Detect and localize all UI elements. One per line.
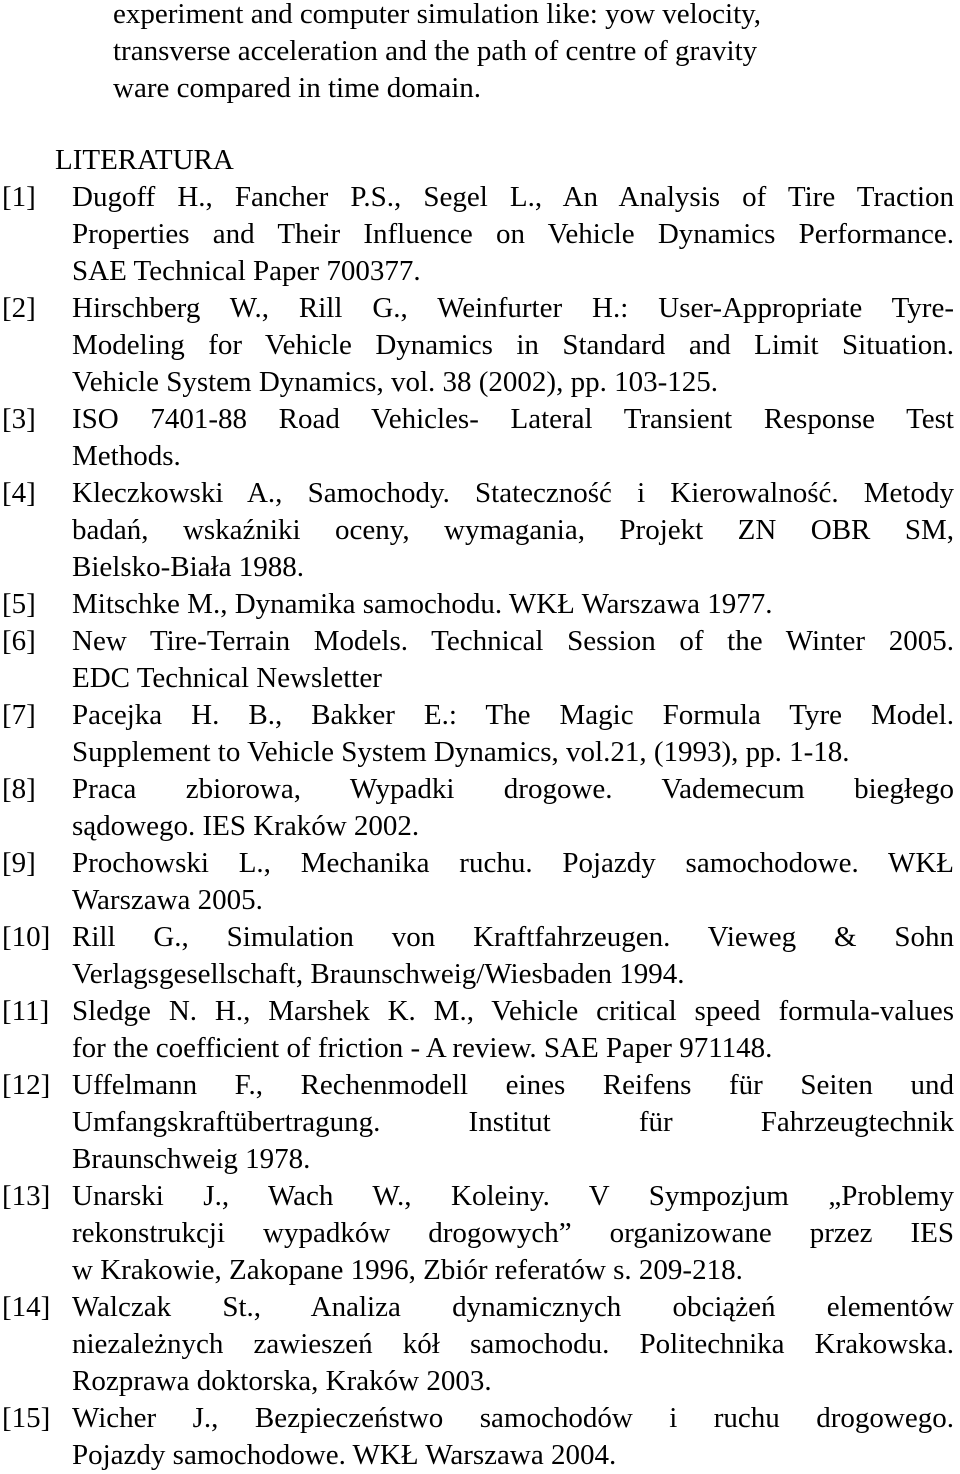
reference-text-line: Sledge N. H., Marshek K. M., Vehicle critical speed formula-values — [72, 995, 954, 1027]
reference-number: [7] — [2, 699, 36, 731]
reference-text-line: Hirschberg W., Rill G., Weinfurter H.: User-Appropriate Tyre- — [72, 292, 954, 324]
reference-text-line: Vehicle System Dynamics, vol. 38 (2002), pp. 103-125. — [72, 366, 718, 398]
intro-paragraph — [113, 0, 913, 107]
reference-text-line: Dugoff H., Fancher P.S., Segel L., An Analysis of Tire Traction — [72, 181, 954, 213]
reference-item — [0, 179, 954, 290]
reference-text-line: New Tire-Terrain Models. Technical Session of the Winter 2005. — [72, 625, 954, 657]
reference-item — [0, 919, 954, 993]
reference-item — [0, 290, 954, 401]
reference-item — [0, 845, 954, 919]
reference-text-line: Braunschweig 1978. — [72, 1143, 311, 1175]
reference-number: [11] — [2, 995, 50, 1027]
reference-item — [0, 771, 954, 845]
intro-line: ware compared in time domain. — [113, 72, 482, 104]
reference-text-line: Supplement to Vehicle System Dynamics, vol.21, (1993), pp. 1-18. — [72, 736, 850, 768]
reference-text-line: Modeling for Vehicle Dynamics in Standard and Limit Situation. — [72, 329, 954, 361]
reference-item — [0, 993, 954, 1067]
reference-text-line: for the coefficient of friction - A review. SAE Paper 971148. — [72, 1032, 773, 1064]
reference-number: [9] — [2, 847, 36, 879]
reference-number: [12] — [2, 1069, 51, 1101]
reference-number: [13] — [2, 1180, 51, 1212]
reference-text-line: Properties and Their Influence on Vehicle Dynamics Performance. — [72, 218, 954, 250]
reference-text-line: Rozprawa doktorska, Kraków 2003. — [72, 1365, 492, 1397]
reference-item — [0, 1178, 954, 1289]
reference-text-line: Pacejka H. B., Bakker E.: The Magic Formula Tyre Model. — [72, 699, 954, 731]
reference-item — [0, 623, 954, 697]
reference-number: [6] — [2, 625, 36, 657]
reference-text-line: Unarski J., Wach W., Koleiny. V Sympozjum „Problemy — [72, 1180, 954, 1212]
reference-text-line: Warszawa 2005. — [72, 884, 263, 916]
reference-text-line: EDC Technical Newsletter — [72, 662, 382, 694]
intro-line: experiment and computer simulation like: yow velocity, — [113, 0, 762, 30]
reference-text-line: ISO 7401-88 Road Vehicles- Lateral Transient Response Test — [72, 403, 954, 435]
reference-text-line: rekonstrukcji wypadków drogowych” organizowane przez IES — [72, 1217, 954, 1249]
reference-number: [15] — [2, 1402, 51, 1434]
reference-number: [5] — [2, 588, 36, 620]
reference-item — [0, 1289, 954, 1400]
section-heading: LITERATURA — [55, 144, 234, 176]
reference-text-line: Wicher J., Bezpieczeństwo samochodów i ruchu drogowego. — [72, 1402, 954, 1434]
intro-line: transverse acceleration and the path of centre of gravity — [113, 35, 758, 67]
reference-text-line: Walczak St., Analiza dynamicznych obciążeń elementów — [72, 1291, 954, 1323]
reference-text-line: Prochowski L., Mechanika ruchu. Pojazdy samochodowe. WKŁ — [72, 847, 954, 879]
reference-text-line: w Krakowie, Zakopane 1996, Zbiór referatów s. 209-218. — [72, 1254, 743, 1286]
reference-item — [0, 401, 954, 475]
reference-text-line: niezależnych zawieszeń kół samochodu. Politechnika Krakowska. — [72, 1328, 954, 1360]
reference-text-line: Uffelmann F., Rechenmodell eines Reifens für Seiten und — [72, 1069, 954, 1101]
reference-number: [4] — [2, 477, 36, 509]
reference-number: [14] — [2, 1291, 51, 1323]
reference-item — [0, 697, 954, 771]
reference-number: [10] — [2, 921, 51, 953]
reference-text-line: Methods. — [72, 440, 181, 472]
reference-number: [3] — [2, 403, 36, 435]
reference-item — [0, 475, 954, 586]
reference-text-line: Pojazdy samochodowe. WKŁ Warszawa 2004. — [72, 1439, 617, 1471]
reference-item — [0, 1400, 954, 1474]
reference-text-line: Mitschke M., Dynamika samochodu. WKŁ Warszawa 1977. — [72, 588, 773, 620]
reference-text-line: Kleczkowski A., Samochody. Stateczność i Kierowalność. Metody — [72, 477, 954, 509]
reference-text-line: badań, wskaźniki oceny, wymagania, Projekt ZN OBR SM, — [72, 514, 954, 546]
reference-text-line: sądowego. IES Kraków 2002. — [72, 810, 420, 842]
reference-number: [1] — [2, 181, 36, 213]
reference-text-line: Bielsko-Biała 1988. — [72, 551, 304, 583]
reference-item — [0, 1067, 954, 1178]
reference-number: [8] — [2, 773, 36, 805]
reference-text-line: Praca zbiorowa, Wypadki drogowe. Vademecum biegłego — [72, 773, 954, 805]
reference-text-line: Rill G., Simulation von Kraftfahrzeugen. Vieweg & Sohn — [72, 921, 954, 953]
reference-text-line: SAE Technical Paper 700377. — [72, 255, 421, 287]
reference-text-line: Verlagsgesellschaft, Braunschweig/Wiesbaden 1994. — [72, 958, 685, 990]
reference-text-line: Umfangskraftübertragung. Institut für Fahrzeugtechnik — [72, 1106, 954, 1138]
reference-number: [2] — [2, 292, 36, 324]
reference-item — [0, 586, 954, 623]
reference-list — [0, 179, 960, 1474]
